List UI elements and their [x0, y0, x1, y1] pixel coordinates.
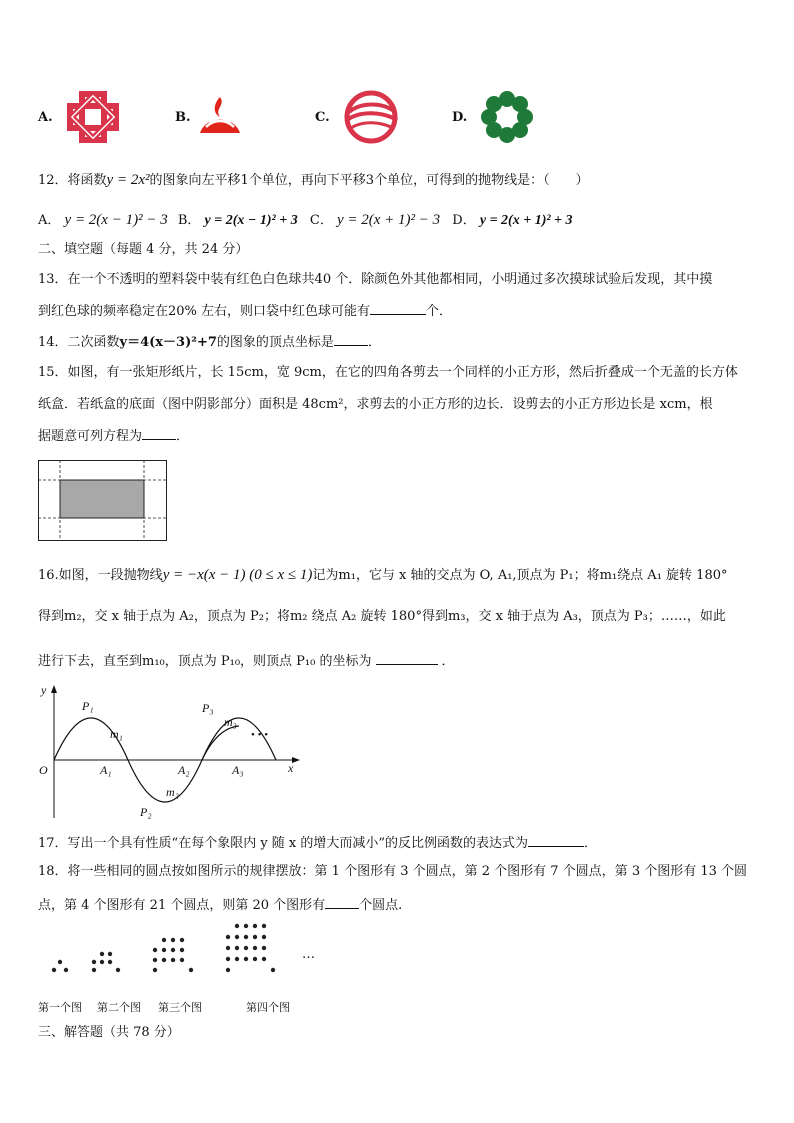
interlaced-square-logo-icon [64, 88, 122, 146]
q14-text: ． [367, 335, 381, 350]
q12-shift-left: 1 [240, 173, 249, 188]
a2-label: A₂ [178, 763, 190, 777]
q15-text: ． [176, 429, 190, 444]
section-3-heading: 三、解答题（共 78 分） [38, 1025, 180, 1040]
q12-option-d: y = 2(x + 1)² + 3 [479, 213, 573, 228]
q12-stem-part: 的图象向左平移 [149, 173, 241, 188]
question-16-line-2: 得到m₂，交 x 轴于点为 A₂，顶点为 P₂；将m₂ 绕点 A₂ 旋转 180°得到m₃，交 x 轴于点为 A₃，顶点为 P₃；……，如此 [38, 609, 726, 624]
q12-option-c-label: C． [309, 213, 333, 228]
q13-answer-blank[interactable] [370, 300, 426, 315]
option-b-label: B. [175, 110, 191, 125]
q12-shift-down: 3 [365, 173, 375, 188]
parabola-graph [36, 680, 306, 825]
shaded-base [60, 480, 144, 518]
question-18-line-2 [38, 894, 402, 916]
q17-answer-blank[interactable] [528, 832, 584, 847]
section-2-heading: 二、填空题（每题 4 分，共 24 分） [38, 242, 249, 257]
p3-label: P₃ [202, 701, 214, 715]
question-18-line-1: 18．将一些相同的圆点按如图所示的规律摆放：第 1 个图形有 3 个圆点，第 2 个图形有 7 个圆点，第 3 个图形有 13 个圆 [38, 864, 748, 879]
paper-rectangle-figure [38, 460, 168, 542]
q18-answer-blank[interactable] [325, 894, 359, 909]
q12-option-c: y = 2(x + 1)² − 3 [336, 212, 441, 228]
question-15-line-3 [38, 425, 189, 447]
q12-function: y = 2x² [106, 172, 150, 188]
q12-stem-part: 个单位，再向下平移 [248, 173, 366, 188]
option-d-label: D. [452, 110, 468, 125]
swirl-circle-logo-icon [339, 90, 403, 144]
q14-text: 14．二次函数 [38, 335, 120, 350]
q16-text: 进行下去，直至到m₁₀，顶点为 P₁₀，则顶点 P₁₀ 的坐标为 [38, 654, 372, 669]
q16-text: 记为m₁，它与 x 轴的交点为 O, A₁,顶点为 P₁；将m₁绕点 A₁ 旋转 180° [312, 568, 728, 583]
q16-text: ． [441, 654, 455, 669]
question-14 [38, 331, 381, 353]
q14-text: 的图象的顶点坐标是 [216, 335, 334, 350]
question-16-line-1 [38, 565, 728, 586]
continuation-dots: • • • [251, 729, 269, 741]
q12-option-b: y = 2(x − 1)² + 3 [204, 213, 298, 228]
p1-label: P₁ [82, 699, 94, 713]
q14-function: y＝4(x－3)²+7 [119, 335, 217, 350]
q12-option-d-label: D． [452, 213, 476, 228]
q16-text: 16.如图，一段抛物线 [38, 568, 163, 583]
option-a-label: A. [38, 110, 53, 125]
q17-text: 17．写出一个具有性质“在每个象限内 y 随 x 的增大而减小”的反比例函数的表达式为 [38, 836, 529, 851]
option-c-label: C. [315, 110, 330, 125]
pattern-1 [52, 960, 68, 972]
caption-figure-1: 第一个图 [38, 1001, 82, 1014]
q18-text: 点，第 4 个图形有 21 个圆点，则第 20 个图形有 [38, 898, 326, 913]
q12-option-b-label: B． [177, 213, 201, 228]
question-13-line-2 [38, 300, 452, 322]
p2-label: P₂ [140, 805, 152, 819]
q13-text: 到红色球的频率稳定在20% 左右，则口袋中红色球可能有 [38, 304, 371, 319]
pattern-2 [92, 952, 120, 972]
m3-label: m₃ [224, 715, 237, 729]
a3-label: A₃ [232, 763, 244, 777]
q14-answer-blank[interactable] [334, 331, 368, 346]
m1-label: m₁ [110, 727, 123, 741]
q12-stem-part: 个单位，可得到的抛物线是：（ ） [374, 173, 589, 188]
q12-option-a: y = 2(x − 1)² − 3 [64, 212, 168, 228]
origin-label: O [39, 763, 48, 777]
question-16-line-3 [38, 650, 455, 672]
question-13-line-1: 13．在一个不透明的塑料袋中装有红色白色球共40 个．除颜色外其他都相同，小明通过多次摸球试验后发现，其中摸 [38, 272, 713, 287]
m2-label: m₂ [166, 785, 179, 799]
pattern-4 [226, 924, 275, 972]
caption-figure-3: 第三个图 [158, 1001, 202, 1014]
q18-text: 个圆点. [359, 898, 403, 913]
dot-pattern-figure [36, 920, 326, 998]
q13-text: 个． [426, 304, 453, 319]
caption-figure-2: 第二个图 [97, 1001, 141, 1014]
q16-function: y = −x(x − 1) (0 ≤ x ≤ 1) [162, 567, 313, 583]
y-axis-arrow-icon [51, 685, 57, 693]
question-17 [38, 832, 597, 854]
question-12-stem [38, 170, 589, 191]
x-label: x [288, 761, 294, 775]
caption-figure-4: 第四个图 [246, 1001, 290, 1014]
flame-logo-icon [196, 95, 244, 137]
q16-answer-blank[interactable] [376, 650, 438, 665]
q15-text: 据题意可列方程为 [38, 429, 143, 444]
a1-label: A₁ [100, 763, 112, 777]
q15-answer-blank[interactable] [142, 425, 176, 440]
q12-option-a-label: A． [38, 213, 61, 228]
pattern-ellipsis: … [302, 947, 315, 962]
y-label: y [41, 683, 47, 697]
pattern-3 [153, 938, 193, 972]
q17-text: ． [584, 836, 598, 851]
question-15-line-2: 纸盒．若纸盒的底面（图中阴影部分）面积是 48cm²，求剪去的小正方形的边长．设剪去的小正方形边长是 xcm，根 [38, 397, 713, 412]
question-15-line-1: 15．如图，有一张矩形纸片，长 15cm，宽 9cm，在它的四角各剪去一个同样的小正方形，然后折叠成一个无盖的长方体 [38, 365, 738, 380]
question-12-options [38, 210, 573, 231]
flower-petal-logo-icon [480, 90, 534, 144]
q12-stem-part: 12．将函数 [38, 173, 107, 188]
